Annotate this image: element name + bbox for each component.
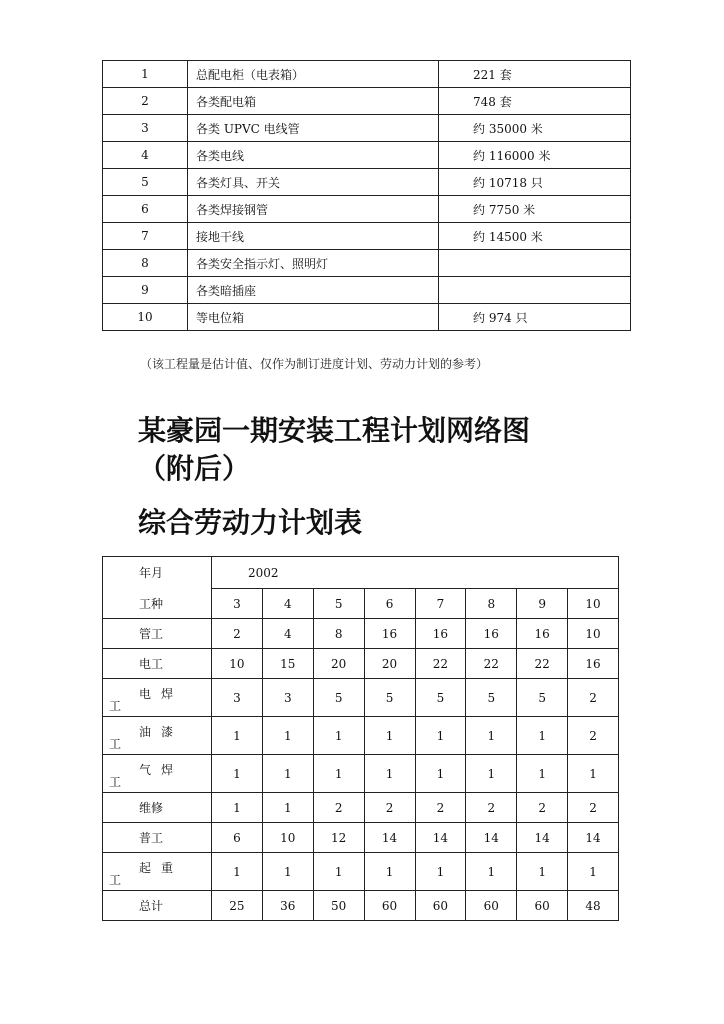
trade-name-line1: 电焊 (139, 687, 184, 701)
labour-count-cell: 10 (262, 823, 313, 853)
labour-count-cell: 1 (212, 755, 263, 793)
item-name: 各类安全指示灯、照明灯 (188, 250, 439, 277)
labour-count-cell: 1 (313, 717, 364, 755)
table-row (103, 196, 631, 223)
labour-count-cell: 8 (313, 619, 364, 649)
item-name: 接地干线 (188, 223, 439, 250)
month-cell: 7 (415, 589, 466, 619)
year-value: 2002 (212, 557, 619, 589)
labour-count-cell: 1 (466, 717, 517, 755)
item-quantity: 221 套 (439, 61, 631, 88)
labour-count-cell: 15 (262, 649, 313, 679)
year-label: 年月 (103, 557, 212, 589)
labour-count-cell: 50 (313, 891, 364, 921)
table-row (103, 277, 631, 304)
trade-name-line1: 气焊 (139, 763, 184, 777)
labour-count-cell: 2 (568, 717, 619, 755)
item-quantity: 约 35000 米 (439, 115, 631, 142)
item-quantity: 约 7750 米 (439, 196, 631, 223)
labour-count-cell: 5 (415, 679, 466, 717)
labour-count-cell: 1 (262, 755, 313, 793)
month-cell: 10 (568, 589, 619, 619)
trade-name-wrap (103, 755, 211, 792)
row-number: 1 (103, 61, 188, 88)
trade-name-line2: 工 (109, 699, 122, 713)
table-row (103, 88, 631, 115)
labour-count-cell: 14 (466, 823, 517, 853)
labour-count-cell: 1 (262, 717, 313, 755)
labour-count-cell: 1 (466, 853, 517, 891)
labour-count-cell: 5 (313, 679, 364, 717)
trade-name-wrap (103, 853, 211, 890)
trade-name-line1: 起重 (139, 861, 184, 875)
labour-count-cell: 2 (364, 793, 415, 823)
table-row (103, 115, 631, 142)
trade-name (103, 679, 212, 717)
labour-count-cell: 60 (517, 891, 568, 921)
trade-name-wrap (103, 679, 211, 716)
trade-name: 普工 (103, 823, 212, 853)
item-quantity: 约 14500 米 (439, 223, 631, 250)
labour-count-cell: 1 (568, 853, 619, 891)
item-quantity: 748 套 (439, 88, 631, 115)
item-name: 各类焊接钢管 (188, 196, 439, 223)
trade-name: 总计 (103, 891, 212, 921)
month-cell: 5 (313, 589, 364, 619)
labour-count-cell: 1 (313, 853, 364, 891)
labour-count-cell: 1 (415, 717, 466, 755)
table-row (103, 169, 631, 196)
labour-row (103, 755, 619, 793)
labour-count-cell: 14 (364, 823, 415, 853)
item-name: 各类灯具、开关 (188, 169, 439, 196)
row-number: 5 (103, 169, 188, 196)
table-row (103, 61, 631, 88)
labour-count-cell: 12 (313, 823, 364, 853)
item-name: 各类暗插座 (188, 277, 439, 304)
item-name: 总配电柜（电表箱） (188, 61, 439, 88)
month-row (103, 589, 619, 619)
labour-count-cell: 22 (415, 649, 466, 679)
labour-plan-table (102, 556, 619, 921)
month-cell: 8 (466, 589, 517, 619)
labour-count-cell: 3 (262, 679, 313, 717)
trade-name-wrap (103, 717, 211, 754)
item-quantity: 约 10718 只 (439, 169, 631, 196)
materials-table (102, 60, 631, 331)
labour-table-body (103, 557, 619, 921)
labour-plan-heading: 综合劳动力计划表 (138, 506, 363, 539)
labour-count-cell: 1 (364, 717, 415, 755)
item-quantity (439, 277, 631, 304)
labour-count-cell: 16 (466, 619, 517, 649)
labour-count-cell: 1 (466, 755, 517, 793)
labour-count-cell: 60 (466, 891, 517, 921)
labour-count-cell: 3 (212, 679, 263, 717)
item-name: 各类电线 (188, 142, 439, 169)
labour-count-cell: 5 (364, 679, 415, 717)
labour-count-cell: 22 (466, 649, 517, 679)
labour-count-cell: 16 (415, 619, 466, 649)
labour-count-cell: 1 (415, 755, 466, 793)
estimate-note: （该工程量是估计值、仅作为制订进度计划、劳动力计划的参考） (140, 357, 489, 371)
labour-count-cell: 1 (568, 755, 619, 793)
row-number: 10 (103, 304, 188, 331)
row-number: 8 (103, 250, 188, 277)
labour-count-cell: 1 (313, 755, 364, 793)
table-row (103, 142, 631, 169)
network-plan-heading (138, 412, 558, 488)
labour-count-cell: 10 (568, 619, 619, 649)
labour-count-cell: 14 (415, 823, 466, 853)
labour-count-cell: 16 (364, 619, 415, 649)
row-number: 7 (103, 223, 188, 250)
year-row (103, 557, 619, 589)
labour-count-cell: 6 (212, 823, 263, 853)
row-number: 6 (103, 196, 188, 223)
month-cell: 4 (262, 589, 313, 619)
labour-count-cell: 5 (466, 679, 517, 717)
item-name: 各类配电箱 (188, 88, 439, 115)
labour-row (103, 823, 619, 853)
labour-row (103, 649, 619, 679)
labour-count-cell: 20 (313, 649, 364, 679)
item-name: 各类 UPVC 电线管 (188, 115, 439, 142)
labour-count-cell: 10 (212, 649, 263, 679)
labour-count-cell: 1 (364, 853, 415, 891)
month-cell: 6 (364, 589, 415, 619)
labour-count-cell: 4 (262, 619, 313, 649)
trade-name: 电工 (103, 649, 212, 679)
trade-name-line1: 油漆 (139, 725, 184, 739)
table-row (103, 250, 631, 277)
row-number: 3 (103, 115, 188, 142)
labour-count-cell: 2 (415, 793, 466, 823)
table-row (103, 304, 631, 331)
item-quantity: 约 974 只 (439, 304, 631, 331)
labour-count-cell: 48 (568, 891, 619, 921)
labour-count-cell: 2 (212, 619, 263, 649)
labour-count-cell: 1 (212, 717, 263, 755)
labour-count-cell: 14 (568, 823, 619, 853)
labour-count-cell: 16 (517, 619, 568, 649)
trade-name: 管工 (103, 619, 212, 649)
labour-count-cell: 60 (364, 891, 415, 921)
month-cell: 9 (517, 589, 568, 619)
labour-count-cell: 60 (415, 891, 466, 921)
item-name: 等电位箱 (188, 304, 439, 331)
labour-row (103, 853, 619, 891)
labour-count-cell: 5 (517, 679, 568, 717)
labour-count-cell: 16 (568, 649, 619, 679)
table-row (103, 223, 631, 250)
labour-row (103, 717, 619, 755)
trade-name (103, 853, 212, 891)
labour-count-cell: 14 (517, 823, 568, 853)
item-quantity (439, 250, 631, 277)
materials-table-body (103, 61, 631, 331)
labour-count-cell: 2 (466, 793, 517, 823)
labour-count-cell: 2 (517, 793, 568, 823)
row-number: 9 (103, 277, 188, 304)
labour-count-cell: 1 (517, 755, 568, 793)
trade-label: 工种 (103, 589, 212, 619)
row-number: 2 (103, 88, 188, 115)
labour-count-cell: 2 (568, 679, 619, 717)
labour-count-cell: 1 (415, 853, 466, 891)
trade-name-line2: 工 (109, 737, 122, 751)
month-cell: 3 (212, 589, 263, 619)
labour-row (103, 679, 619, 717)
labour-count-cell: 1 (364, 755, 415, 793)
trade-name (103, 717, 212, 755)
labour-count-cell: 1 (517, 717, 568, 755)
trade-name-line2: 工 (109, 775, 122, 789)
labour-count-cell: 2 (568, 793, 619, 823)
labour-count-cell: 1 (262, 793, 313, 823)
trade-name-line2: 工 (109, 873, 122, 887)
network-plan-heading-text: 某豪园一期安装工程计划网络图（附后） (138, 414, 531, 485)
labour-count-cell: 20 (364, 649, 415, 679)
labour-count-cell: 1 (262, 853, 313, 891)
labour-row (103, 891, 619, 921)
item-quantity: 约 116000 米 (439, 142, 631, 169)
labour-count-cell: 25 (212, 891, 263, 921)
labour-count-cell: 22 (517, 649, 568, 679)
labour-row (103, 619, 619, 649)
labour-count-cell: 36 (262, 891, 313, 921)
row-number: 4 (103, 142, 188, 169)
labour-count-cell: 1 (212, 793, 263, 823)
labour-count-cell: 2 (313, 793, 364, 823)
labour-count-cell: 1 (517, 853, 568, 891)
labour-count-cell: 1 (212, 853, 263, 891)
trade-name (103, 755, 212, 793)
trade-name: 维修 (103, 793, 212, 823)
labour-row (103, 793, 619, 823)
